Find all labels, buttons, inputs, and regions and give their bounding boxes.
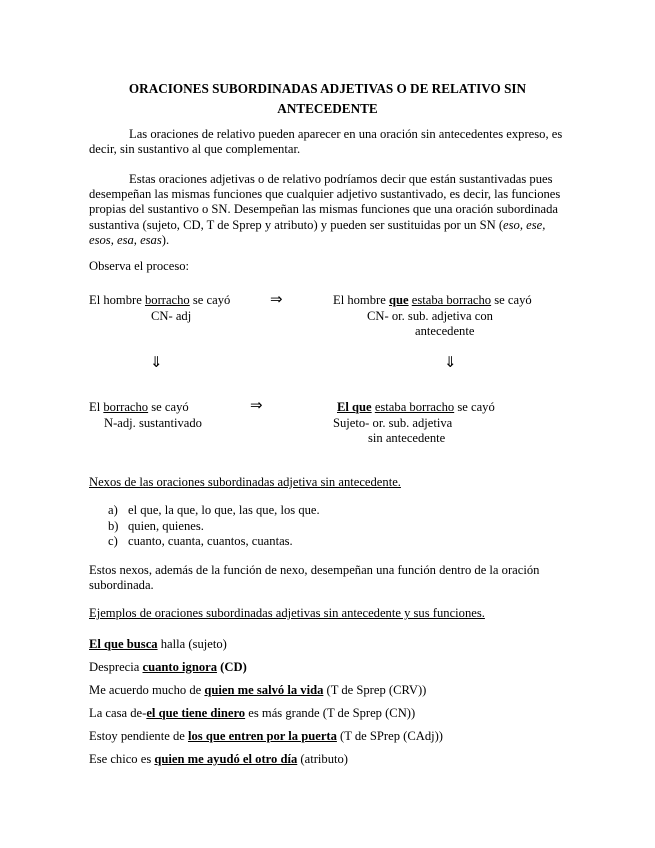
process-label-d-line-2: sin antecedente <box>368 431 446 445</box>
process-label-b-line-2: antecedente <box>415 324 475 338</box>
text: El hombre <box>89 293 145 307</box>
title-line-2: ANTECEDENTE <box>277 101 378 116</box>
nexos-list <box>108 503 320 550</box>
process-sentence-c <box>89 400 189 415</box>
down-arrow-icon: ⇓ <box>444 353 457 371</box>
list-marker: b) <box>108 518 119 533</box>
example-clause: quien me ayudó el otro día <box>154 752 298 766</box>
example-6 <box>89 752 348 767</box>
text: (T de Sprep (CRV)) <box>323 683 427 697</box>
list-marker: c) <box>108 534 118 548</box>
nexo-word: El que <box>337 400 372 414</box>
example-5 <box>89 729 443 744</box>
text: El hombre <box>333 293 389 307</box>
underlined-clause: estaba borracho <box>374 400 455 414</box>
process-sentence-d <box>337 400 495 415</box>
text: La casa de- <box>89 706 147 720</box>
example-clause: el que tiene dinero <box>146 706 246 720</box>
list-marker: a) <box>108 503 118 517</box>
list-item <box>108 503 320 519</box>
observe-label: Observa el proceso: <box>89 259 190 273</box>
right-arrow-icon: ⇒ <box>270 290 283 308</box>
functions-text: Estas oraciones adjetivas o de relativo podríamos decir que están sustantivadas pues desempeñan las mismas funciones que cualquier adjetivo sustantivado, es decir, las funciones propias del sustantivo o SN. Desempeñan las mismas funciones que una oración subordinada sustantiva (sujeto, CD, T de Sprep y atributo) y pueden ser sustituidas por un SN ( <box>89 172 561 232</box>
examples-heading: Ejemplos de oraciones subordinadas adjetivas sin antecedente y sus funciones. <box>89 606 485 620</box>
nexo-word: que <box>388 293 409 307</box>
text: Ese chico es <box>89 752 155 766</box>
right-arrow-icon: ⇒ <box>250 396 263 414</box>
functions-end: ). <box>161 232 170 247</box>
text: se cayó <box>148 400 189 414</box>
text: se cayó <box>189 293 231 307</box>
process-sentence-b <box>333 293 532 308</box>
example-clause: cuanto ignora <box>142 660 218 674</box>
nexos-note: Estos nexos, además de la función de nexo, desempeñan una función dentro de la oración subordinada. <box>89 563 540 593</box>
down-arrow-icon: ⇓ <box>150 353 163 371</box>
text: (CD) <box>217 660 247 674</box>
underlined-word: borracho <box>144 293 190 307</box>
text: se cayó <box>491 293 532 307</box>
text: (atributo) <box>297 752 348 766</box>
process-label-c: N-adj. sustantivado <box>104 416 202 430</box>
example-1 <box>89 637 227 652</box>
example-clause: El que busca <box>89 637 158 651</box>
page-title <box>60 79 595 119</box>
nexos-heading: Nexos de las oraciones subordinadas adjetiva sin antecedente. <box>89 475 401 489</box>
example-2 <box>89 660 247 675</box>
text: El <box>89 400 104 414</box>
example-4 <box>89 706 415 721</box>
text: (T de SPrep (CAdj)) <box>336 729 444 743</box>
process-sentence-a <box>89 293 230 308</box>
functions-paragraph <box>89 172 571 248</box>
text: Me acuerdo mucho de <box>89 683 205 697</box>
underlined-clause: estaba borracho <box>411 293 492 307</box>
list-text: quien, quienes. <box>128 518 204 533</box>
list-text: el que, la que, lo que, las que, los que. <box>128 503 320 517</box>
example-clause: quien me salvó la vida <box>204 683 324 697</box>
example-clause: los que entren por la puerta <box>187 729 337 743</box>
process-label-b-line-1: CN- or. sub. adjetiva con <box>367 309 493 323</box>
process-label-a: CN- adj <box>151 309 192 323</box>
example-3 <box>89 683 426 698</box>
functions-italic-examples: eso, ese, esos, esa, esas <box>89 217 546 247</box>
underlined-word: borracho <box>103 400 149 414</box>
text: halla (sujeto) <box>157 637 227 651</box>
process-label-d-line-1: Sujeto- or. sub. adjetiva <box>333 416 453 430</box>
intro-paragraph: Las oraciones de relativo pueden aparecer en una oración sin antecedentes expreso, es decir, sin sustantivo al que complementar. <box>89 127 563 157</box>
text: es más grande (T de Sprep (CN)) <box>245 706 416 720</box>
text: se cayó <box>454 400 495 414</box>
list-item <box>108 534 320 550</box>
title-line-1: ORACIONES SUBORDINADAS ADJETIVAS O DE RELATIVO SIN <box>128 81 527 96</box>
text: Desprecia <box>89 660 143 674</box>
list-text: cuanto, cuanta, cuantos, cuantas. <box>128 534 293 548</box>
text: Estoy pendiente de <box>89 729 188 743</box>
list-item <box>108 519 320 535</box>
